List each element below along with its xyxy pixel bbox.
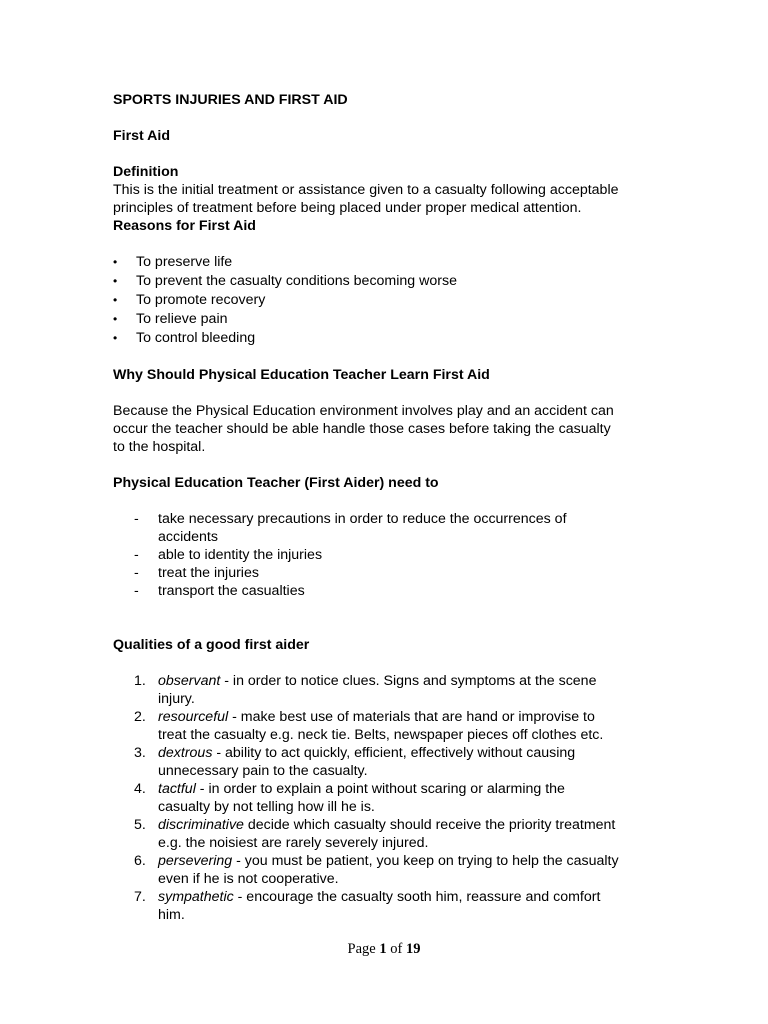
list-item: 3. dextrous - ability to act quickly, efficient, effectively without causing unnecessary pain to the casualty.: [134, 745, 576, 779]
quality-term: resourceful: [158, 709, 229, 725]
section-heading-first-aid: First Aid: [113, 128, 171, 144]
bullet-icon: •: [113, 312, 118, 326]
needs-list: [113, 510, 653, 600]
list-item: 4. tactful - in order to explain a point without scaring or alarming the casualty by not telling how ill he is.: [134, 781, 565, 815]
item-number: 2.: [134, 709, 146, 725]
current-page-number: 1: [379, 941, 387, 957]
definition-text-line: This is the initial treatment or assistance given to a casualty following acceptable: [113, 182, 619, 198]
list-item: - treat the injuries: [134, 565, 259, 581]
dash-icon: -: [134, 565, 139, 581]
page-label: Page: [347, 941, 376, 957]
bullet-icon: •: [113, 274, 118, 288]
item-number: 4.: [134, 781, 146, 797]
list-item: 5. discriminative decide which casualty should receive the priority treatment e.g. the noisiest are rarely severely injured.: [134, 817, 616, 851]
list-item: • To preserve life: [113, 254, 233, 270]
reasons-heading: Reasons for First Aid: [113, 218, 256, 234]
list-item: 1. observant - in order to notice clues. Signs and symptoms at the scene injury.: [134, 673, 597, 707]
quality-term: sympathetic: [158, 889, 234, 905]
document-title: SPORTS INJURIES AND FIRST AID: [113, 92, 348, 108]
of-label: of: [390, 941, 403, 957]
item-number: 3.: [134, 745, 146, 761]
list-item: - take necessary precautions in order to reduce the occurrences of accidents: [134, 511, 567, 545]
item-number: 6.: [134, 853, 146, 869]
reasons-list: [113, 253, 653, 348]
needs-heading: Physical Education Teacher (First Aider) need to: [113, 475, 439, 491]
quality-term: tactful: [158, 781, 196, 797]
why-text-line: Because the Physical Education environment involves play and an accident can: [113, 403, 614, 419]
list-item: • To relieve pain: [113, 311, 228, 327]
bullet-icon: •: [113, 331, 118, 345]
list-item: • To control bleeding: [113, 330, 256, 346]
dash-icon: -: [134, 511, 139, 527]
total-page-count: 19: [405, 941, 421, 957]
why-text-line: to the hospital.: [113, 439, 206, 455]
list-item: - able to identity the injuries: [134, 547, 323, 563]
item-number: 5.: [134, 817, 146, 833]
page-footer: [0, 941, 768, 958]
document-body: [113, 91, 653, 924]
why-heading: Why Should Physical Education Teacher Learn First Aid: [113, 367, 490, 383]
list-item: - transport the casualties: [134, 583, 305, 599]
list-item: 6. persevering - you must be patient, you keep on trying to help the casualty even if he is not cooperative.: [134, 853, 619, 887]
quality-term: observant: [158, 673, 221, 689]
qualities-heading: Qualities of a good first aider: [113, 637, 310, 653]
dash-icon: -: [134, 583, 139, 599]
bullet-icon: •: [113, 255, 118, 269]
quality-term: discriminative: [158, 817, 244, 833]
list-item: 2. resourceful - make best use of materials that are hand or improvise to treat the casualty e.g. neck tie. Belts, newspaper pieces off clothes etc.: [134, 709, 604, 743]
quality-term: dextrous: [158, 745, 213, 761]
item-number: 7.: [134, 889, 146, 905]
list-item: • To prevent the casualty conditions becoming worse: [113, 273, 457, 289]
definition-heading: Definition: [113, 164, 179, 180]
qualities-list: [113, 672, 653, 924]
definition-text-line: principles of treatment before being placed under proper medical attention.: [113, 200, 582, 216]
dash-icon: -: [134, 547, 139, 563]
bullet-icon: •: [113, 293, 118, 307]
why-text-line: occur the teacher should be able handle those cases before taking the casualty: [113, 421, 611, 437]
list-item: 7. sympathetic - encourage the casualty sooth him, reassure and comfort him.: [134, 889, 601, 923]
item-number: 1.: [134, 673, 146, 689]
quality-term: persevering: [158, 853, 233, 869]
list-item: • To promote recovery: [113, 292, 266, 308]
